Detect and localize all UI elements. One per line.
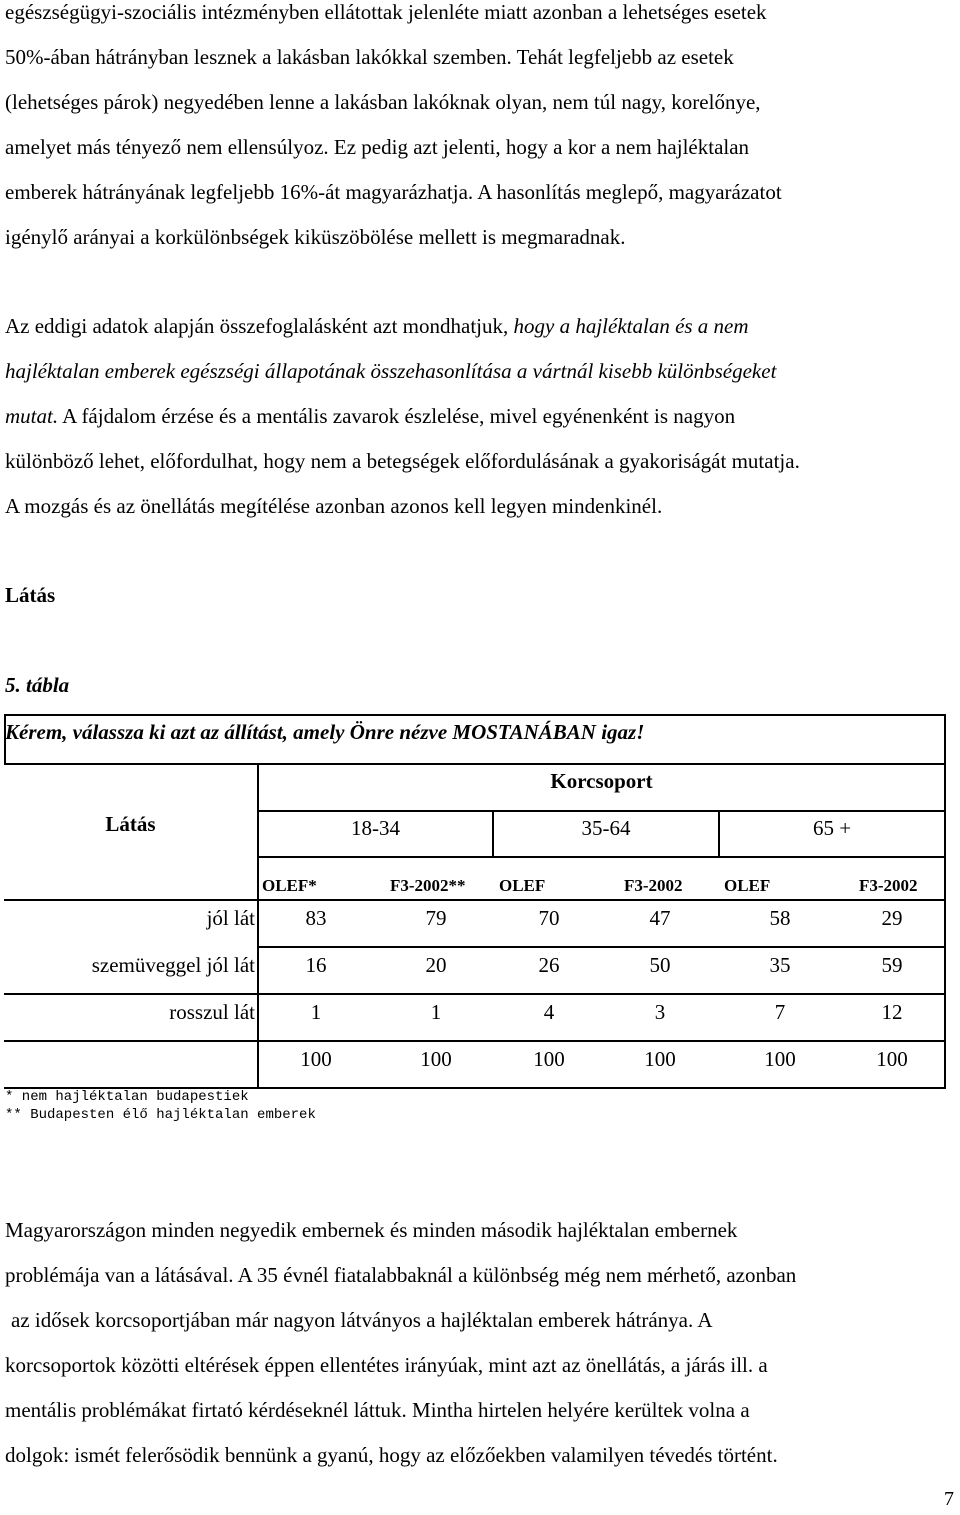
text-line <box>5 304 960 349</box>
table-cell: 59 <box>881 953 903 977</box>
table-cell: 50 <box>649 953 671 977</box>
table-cell: 7 <box>774 1000 786 1024</box>
table-caption: Kérem, válassza ki azt az állítást, amely Önre nézve MOSTANÁBAN igaz! <box>5 720 645 744</box>
source-header: OLEF <box>499 876 546 895</box>
table-total-cell: 100 <box>533 1047 565 1071</box>
age-group-header: 18-34 <box>351 816 400 840</box>
table-cell: 79 <box>425 906 447 930</box>
paragraph-2 <box>5 304 960 529</box>
table-cell: 20 <box>425 953 447 977</box>
table-number: 5. tábla <box>5 673 70 697</box>
text-line: (lehetséges párok) negyedében lenne a lakásban lakóknak olyan, nem túl nagy, korelőnye, <box>5 90 761 114</box>
table-footnote: ** Budapesten élő hajléktalan emberek <box>5 1107 316 1123</box>
section-heading: Látás <box>5 583 56 607</box>
text-normal: Az eddigi adatok alapján összefoglalásként azt mondhatjuk, <box>5 314 514 338</box>
table-cell: 47 <box>649 906 671 930</box>
table-footnote: * nem hajléktalan budapestiek <box>5 1089 249 1105</box>
row-label: rosszul lát <box>169 1000 255 1024</box>
text-line: az idősek korcsoportjában már nagyon látványos a hajléktalan emberek hátránya. A <box>11 1308 713 1332</box>
table-cell: 83 <box>305 906 327 930</box>
table-cell: 3 <box>654 1000 666 1024</box>
table-caption-divider <box>4 763 946 765</box>
table-cell: 1 <box>430 1000 442 1024</box>
table-cell: 58 <box>769 906 791 930</box>
row-label: szemüveggel jól lát <box>91 953 255 977</box>
source-header: OLEF <box>724 876 771 895</box>
text-line: korcsoportok közötti eltérések éppen ellentétes irányúak, mint azt az önellátás, a járás ill. a <box>5 1353 768 1377</box>
text-line: különböző lehet, előfordulhat, hogy nem a betegségek előfordulásának a gyakoriságát mutatja. <box>5 449 800 473</box>
table-row-header: Látás <box>105 812 156 836</box>
table-cell: 70 <box>538 906 560 930</box>
text-italic: mutat. <box>5 404 59 428</box>
table-cell: 29 <box>881 906 903 930</box>
table-total-cell: 100 <box>764 1047 796 1071</box>
table-total-cell: 100 <box>644 1047 676 1071</box>
text-line: mentális problémákat firtató kérdéseknél láttuk. Mintha hirtelen helyére kerültek volna a <box>5 1398 750 1422</box>
table-cell: 26 <box>538 953 560 977</box>
text-line: dolgok: ismét felerősödik bennünk a gyanú, hogy az előzőekben valamilyen tévedés történt. <box>5 1443 778 1467</box>
text-line: A mozgás és az önellátás megítélése azonban azonos kell legyen mindenkinél. <box>5 494 663 518</box>
table-group-divider <box>257 810 946 812</box>
table-cell: 4 <box>543 1000 555 1024</box>
table-row-divider <box>4 1040 946 1042</box>
paragraph-1 <box>5 0 960 260</box>
text-line: 50%-ában hátrányban lesznek a lakásban lakókkal szemben. Tehát legfeljebb az esetek <box>5 45 734 69</box>
age-group-header: 35-64 <box>581 816 631 840</box>
table-row-divider <box>4 993 946 995</box>
table-cell: 1 <box>310 1000 322 1024</box>
table-cell: 16 <box>305 953 327 977</box>
table-header-divider <box>257 856 946 858</box>
table-total-cell: 100 <box>876 1047 908 1071</box>
text-line: igénylő arányai a korkülönbségek kiküszöbölése mellett is megmaradnak. <box>5 225 626 249</box>
table-total-cell: 100 <box>420 1047 452 1071</box>
text-line: Magyarországon minden negyedik embernek és minden második hajléktalan embernek <box>5 1218 738 1242</box>
source-header: F3-2002** <box>390 876 466 895</box>
text-line <box>5 349 960 394</box>
age-group-header: 65 + <box>812 816 852 840</box>
table-border-left <box>4 714 6 764</box>
source-header: F3-2002 <box>624 876 683 895</box>
table-cell: 35 <box>769 953 791 977</box>
table-cell: 12 <box>881 1000 903 1024</box>
row-label: jól lát <box>206 906 255 930</box>
text-normal: A fájdalom érzése és a mentális zavarok észlelése, mivel egyénenként is nagyon <box>58 404 736 428</box>
text-line: amelyet más tényező nem ellensúlyoz. Ez pedig azt jelenti, hogy a kor a nem hajléktalan <box>5 135 750 159</box>
text-line: emberek hátrányának legfeljebb 16%-át magyarázhatja. A hasonlítás meglepő, magyarázatot <box>5 180 782 204</box>
page-number: 7 <box>944 1488 954 1510</box>
text-italic: hajléktalan emberek egészségi állapotának összehasonlítása a vártnál kisebb különbségeket <box>5 359 777 383</box>
source-header: OLEF* <box>262 876 317 895</box>
text-line: egészségügyi-szociális intézményben ellátottak jelenléte miatt azonban a lehetséges esetek <box>5 0 767 24</box>
paragraph-3 <box>5 1208 960 1478</box>
text-line: problémája van a látásával. A 35 évnél fiatalabbaknál a különbség még nem mérhető, azonban <box>5 1263 797 1287</box>
table-border-right <box>944 714 946 1088</box>
text-line <box>5 394 960 439</box>
table-border-top <box>4 714 946 716</box>
table-row-divider <box>257 946 946 948</box>
source-header: F3-2002 <box>859 876 918 895</box>
table-sources-divider <box>4 899 946 901</box>
table-total-cell: 100 <box>300 1047 332 1071</box>
text-italic: hogy a hajléktalan és a nem <box>513 314 749 338</box>
table-group-header: Korcsoport <box>550 769 653 793</box>
